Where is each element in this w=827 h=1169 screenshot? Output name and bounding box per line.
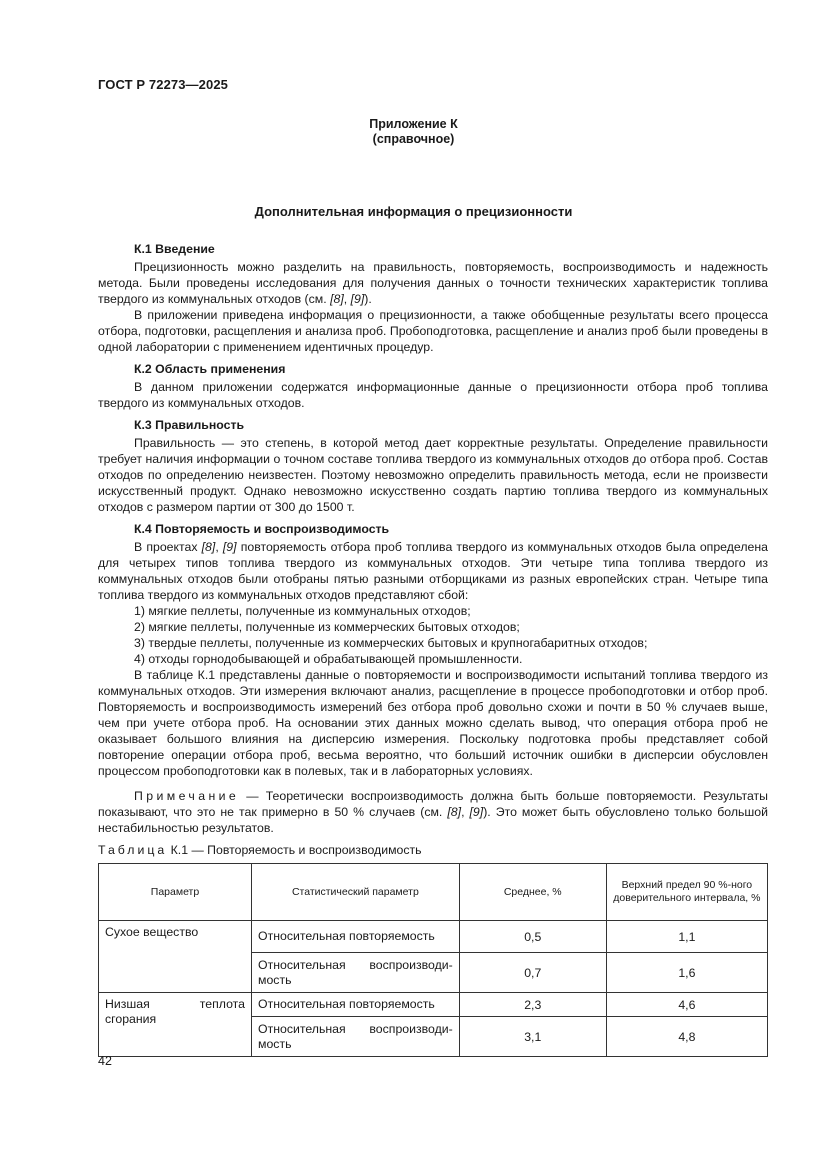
table-cell-mean: 0,5 — [459, 921, 606, 953]
section-k3-heading: К.3 Правильность — [134, 418, 245, 432]
text: , — [461, 805, 470, 819]
page-number: 42 — [98, 1054, 112, 1068]
reference-8: [8] — [330, 292, 344, 306]
text: Относительная — [258, 957, 346, 972]
list-item: 4) отходы горнодобывающей и обрабатывающей промышленности. — [134, 652, 523, 666]
table-cell-upper: 4,6 — [606, 993, 767, 1017]
section-k4-paragraph-1 — [98, 539, 768, 603]
column-header: Среднее, % — [459, 864, 606, 921]
column-header: Верхний предел 90 %-ного доверительного интервала, % — [606, 864, 767, 921]
annex-title: Приложение К — [369, 117, 458, 131]
list-item: 3) твердые пеллеты, полученные из коммерческих бытовых и крупногабаритных отходов; — [134, 636, 648, 650]
table-header-row — [99, 864, 768, 921]
table-cell-stat: Относительная повторяемость — [252, 921, 460, 953]
text: Относительная — [258, 1021, 346, 1036]
text: , — [215, 540, 223, 554]
table-cell-mean: 2,3 — [459, 993, 606, 1017]
column-header: Статистический параметр — [252, 864, 460, 921]
list-item: 1) мягкие пеллеты, полученные из коммунальных отходов; — [134, 604, 471, 618]
table-caption-label: Таблица — [98, 843, 168, 857]
reference-8: [8] — [201, 540, 216, 554]
table-cell-stat: Относительная повторяемость — [252, 993, 460, 1017]
table-row — [99, 993, 768, 1017]
document-body — [98, 241, 768, 836]
text: Прецизионность можно разделить на правильность, повторяемость, воспроизводимость и надежность метода. Были проведены исследования для получения данных о точности технических характеристик топлива твердого из коммунальных отходов (см. — [98, 260, 768, 306]
section-k1-heading: К.1 Введение — [134, 242, 215, 256]
annex-header — [0, 117, 827, 147]
column-header: Параметр — [99, 864, 252, 921]
reference-8: [8] — [447, 805, 462, 819]
section-k4-paragraph-2: В таблице К.1 представлены данные о повторяемости и воспроизводимости испытаний топлива твердого из коммунальных отходов. Эти измерения включают анализ, расщепление в процессе пробоподготовки и отбор проб. Повторяемость и воспроизводимость измерений без отбора проб довольно схожи и почти в 50 % случаев выше, чем при учете отбора проб. На основании этих данных можно сделать вывод, что операция отбора проб не оказывает большого влияния на дисперсию измерения. Поскольку подготовка пробы представляет собой повторение операции отбора проб, весьма вероятно, что больший источник ошибки в дисперсии обусловлен процессом пробоподготовки как в полевых, так и в лабораторных условиях. — [98, 668, 768, 778]
reference-9: [9] — [350, 292, 365, 306]
table-cell-upper: 1,1 — [606, 921, 767, 953]
table-cell-param: Сухое вещество — [99, 921, 252, 993]
table-cell-upper: 1,6 — [606, 953, 767, 993]
text: повторяемость отбора проб топлива твердого из коммунальных отходов была определена для четырех типов топлива твердого из коммунальных отходов. Эти четыре типа топлива твердого из коммунальных отходов были отобраны пятью разными отборщиками из разных европейских стран. Четыре типа топлива твердого из коммунальных отходов представляют сбой: — [98, 540, 768, 602]
section-k2-paragraph-1: В данном приложении содержатся информационные данные о прецизионности отбора проб топлива твердого из коммунальных отходов. — [98, 380, 768, 410]
text: , — [343, 292, 351, 306]
table-cell-mean: 3,1 — [459, 1017, 606, 1057]
section-k1-paragraph-1 — [98, 259, 768, 307]
table-cell-param — [99, 993, 252, 1057]
text: воспроизводи- — [369, 957, 453, 972]
table-cell-stat — [252, 953, 460, 993]
text: воспроизводи- — [369, 1021, 453, 1036]
document-id: ГОСТ Р 72273—2025 — [98, 77, 228, 92]
note-label: Примечание — [134, 789, 240, 803]
reference-9: [9] — [222, 540, 237, 554]
text: мость — [258, 972, 292, 987]
text: ). Это может быть обусловлено только большой нестабильностью результатов. — [98, 805, 768, 835]
text: мость — [258, 1036, 292, 1051]
text: — Теоретически воспроизводимость должна быть больше повторяемости. Результаты показывают, что это не так примерно в 50 % случаев (см. — [98, 789, 768, 819]
section-k3-paragraph-1: Правильность — это степень, в которой метод дает корректные результаты. Определение правильности требует наличия информации о точном составе топлива твердого из коммунальных отходов до отбора проб. Состав отходов по определению неизвестен. Поэтому невозможно определить правильность метода, если не произвести искусственный продукт. Однако невозможно искусственно создать партию топлива твердого из коммунальных отходов с размером партии от 300 до 1500 т. — [98, 436, 768, 514]
precision-table — [98, 863, 768, 1057]
annex-heading: Дополнительная информация о прецизионности — [254, 204, 573, 219]
note — [98, 788, 768, 836]
table-row — [99, 921, 768, 953]
table-caption-text: К.1 — Повторяемость и воспроизводимость — [167, 843, 422, 857]
annex-type: (справочное) — [372, 132, 455, 146]
text: В проектах — [134, 540, 202, 554]
section-k4-heading: К.4 Повторяемость и воспроизводимость — [134, 522, 390, 536]
section-k2-heading: К.2 Область применения — [134, 362, 286, 376]
list-item: 2) мягкие пеллеты, полученные из коммерческих бытовых отходов; — [134, 620, 520, 634]
text: Низшая теплота сгорания — [105, 997, 245, 1026]
table-cell-stat — [252, 1017, 460, 1057]
reference-9: [9] — [469, 805, 484, 819]
text: ). — [364, 292, 372, 306]
table-cell-mean: 0,7 — [459, 953, 606, 993]
section-k1-paragraph-2: В приложении приведена информация о прецизионности, а также обобщенные результаты всего процесса отбора, подготовки, расщепления и анализа проб. Пробоподготовка, расщепление и анализ проб были проведены в одной лаборатории с применением идентичных процедур. — [98, 308, 768, 354]
table-cell-upper: 4,8 — [606, 1017, 767, 1057]
table-caption — [98, 843, 422, 857]
